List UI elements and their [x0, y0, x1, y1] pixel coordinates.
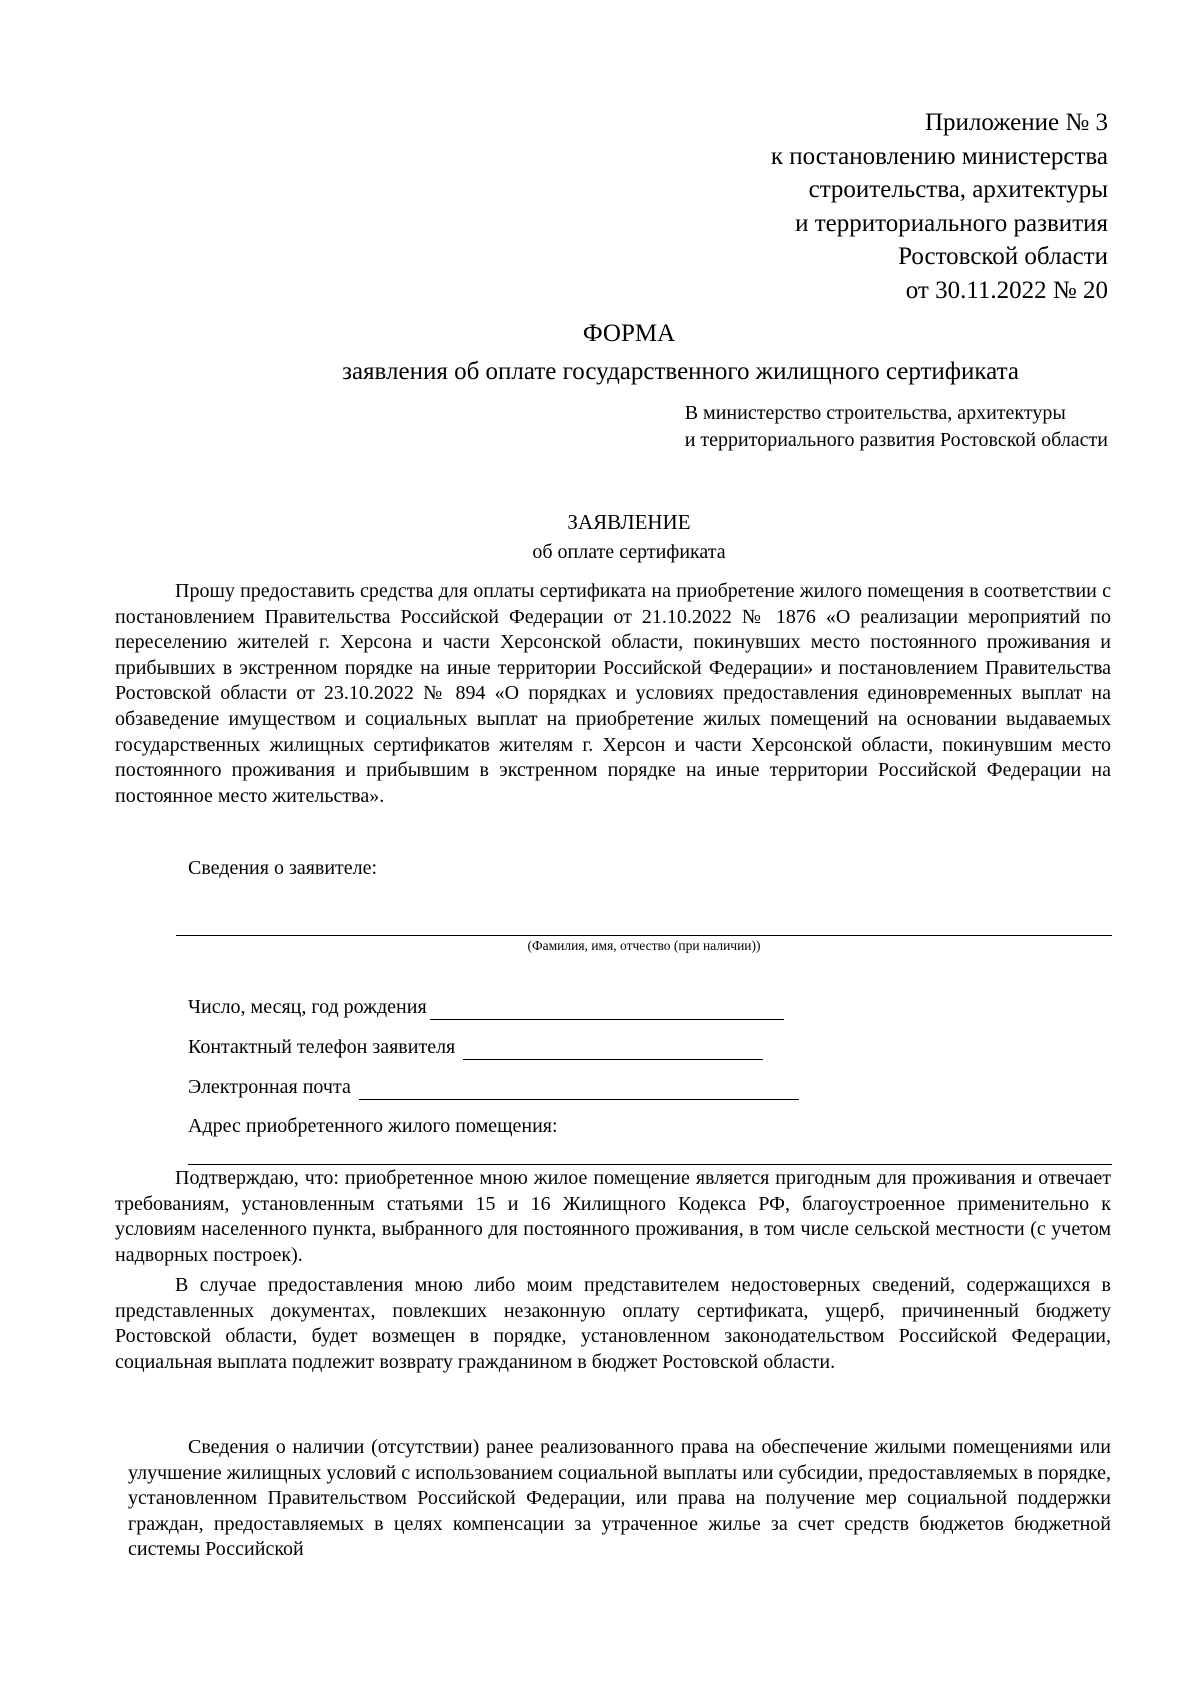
appendix-line: от 30.11.2022 № 20 — [905, 276, 1108, 304]
fio-caption: (Фамилия, имя, отчество (при наличии)) — [527, 938, 761, 953]
recipient-line: и территориального развития Ростовской области — [684, 429, 1108, 451]
appendix-block — [771, 106, 1108, 307]
statement-title: ЗАЯВЛЕНИЕ — [567, 510, 691, 534]
phone-input-line[interactable] — [463, 1041, 763, 1060]
appendix-line: строительства, архитектуры — [808, 176, 1108, 203]
recipient-line: В министерство строительства, архитектуры — [684, 402, 1066, 424]
form-subtitle: заявления об оплате государственного жилищного сертификата — [342, 358, 1019, 385]
phone-field — [188, 1034, 763, 1060]
appendix-line: Приложение № 3 — [924, 109, 1108, 136]
fio-line[interactable] — [176, 935, 1112, 936]
appendix-line: Ростовской области — [898, 243, 1108, 270]
form-title: ФОРМА — [582, 320, 676, 347]
appendix-line: и территориального развития — [795, 209, 1108, 237]
email-label: Электронная почта — [188, 1076, 351, 1098]
address-input-line[interactable] — [188, 1164, 1112, 1165]
phone-label: Контактный телефон заявителя — [188, 1036, 456, 1058]
statement-paragraph-prior-rights: Сведения о наличии (отсутствии) ранее реализованного права на обеспечение жилыми помещениями или улучшение жилищных условий с использованием социальной выплаты или субсидии, предоставляемых в порядке, установленном Правительством Российской Федерации, или права на получение мер социальной поддержки граждан, предоставляемых в целях компенсации за утраченное жилье за счет средств бюджетов бюджетной системы Российской — [128, 1436, 1111, 1561]
appendix-line: к постановлению министерства — [770, 142, 1108, 170]
birth-date-label: Число, месяц, год рождения — [188, 996, 427, 1018]
statement-paragraph-liability: В случае предоставления мною либо моим представителем недостоверных сведений, содержащихся в представленных документах, повлекших незаконную оплату сертификата, ущерб, причиненный бюджету Ростовской области, будет возмещен в порядке, установленном законодательством Российской Федерации, социальная выплата подлежит возврату гражданином в бюджет Ростовской области. — [115, 1274, 1111, 1373]
address-label: Адрес приобретенного жилого помещения: — [188, 1115, 558, 1137]
statement-subtitle: об оплате сертификата — [532, 541, 726, 563]
statement-paragraph-request: Прошу предоставить средства для оплаты сертификата на приобретение жилого помещения в соответствии с постановлением Правительства Российской Федерации от 21.10.2022 № 1876 «О реализации мероприятий по переселению жителей г. Херсона и части Херсонской области, покинувших место постоянного проживания и прибывших в экстренном порядке на иные территории Российской Федерации» и постановлением Правительства Ростовской области от 23.10.2022 № 894 «О порядках и условиях предоставления единовременных выплат на обзаведение имуществом и социальных выплат на приобретение жилых помещений на основании выдаваемых государственных жилищных сертификатов жителям г. Херсон и части Херсонской области, покинувшим место постоянного проживания и прибывшим в экстренном порядке на иные территории Российской Федерации на постоянное место жительства». — [115, 580, 1111, 807]
birth-date-field — [188, 994, 784, 1020]
statement-paragraph-confirmation: Подтверждаю, что: приобретенное мною жилое помещение является пригодным для проживания и отвечает требованиям, установленным статьями 15 и 16 Жилищного Кодекса РФ, благоустроенное применительно к условиям населенного пункта, выбранного для постоянного проживания, в том числе сельской местности (с учетом надворных построек). — [115, 1167, 1111, 1266]
recipient-block — [685, 400, 1108, 454]
birth-date-input-line[interactable] — [430, 1001, 784, 1020]
email-input-line[interactable] — [359, 1081, 799, 1100]
applicant-info-label: Сведения о заявителе: — [188, 857, 378, 879]
email-field — [188, 1074, 799, 1100]
